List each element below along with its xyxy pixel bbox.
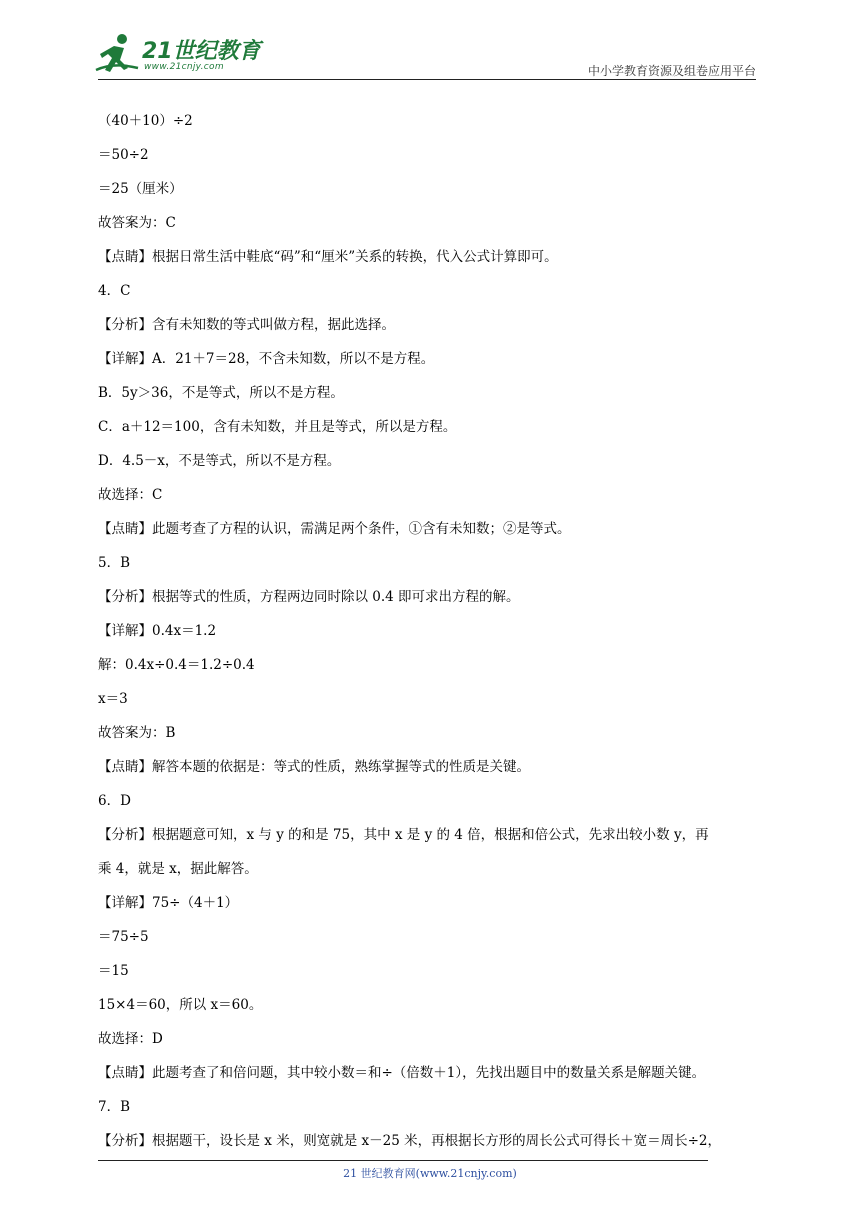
text-line: 【点睛】解答本题的依据是：等式的性质，熟练掌握等式的性质是关键。 [98,759,530,775]
question-answer: 7．B [98,1099,131,1115]
text-line: x＝3 [98,691,128,707]
text-line: 故答案为：B [98,725,176,741]
text-line: 【点睛】此题考查了方程的认识，需满足两个条件，①含有未知数；②是等式。 [98,521,571,537]
text-line: 【详解】75÷（4＋1） [98,895,239,911]
text-line: 【点睛】根据日常生活中鞋底“码”和“厘米”关系的转换，代入公式计算即可。 [98,249,558,265]
platform-name: 中小学教育资源及组卷应用平台 [587,64,756,78]
text-line: 【详解】A．21＋7＝28，不含未知数，所以不是方程。 [98,351,435,367]
question-answer: 5．B [98,555,131,571]
text-line: 解：0.4x÷0.4＝1.2÷0.4 [98,657,255,673]
text-line: D．4.5－x，不是等式，所以不是方程。 [98,453,341,469]
logo-url: www.21cnjy.com [144,62,224,72]
text-line: 【分析】根据题干，设长是 x 米，则宽就是 x－25 米，再根据长方形的周长公式可得长＋宽＝周长÷2， [98,1133,721,1149]
text-line: 故答案为：C [98,215,176,231]
footer-text: 21 世纪教育网(www.21cnjy.com) [343,1167,517,1180]
text-line: ＝25（厘米） [98,181,183,197]
text-line: C．a＋12＝100，含有未知数，并且是等式，所以是方程。 [98,419,457,435]
text-line: 【点睛】此题考查了和倍问题，其中较小数＝和÷（倍数＋1），先找出题目中的数量关系是解题关键。 [98,1065,706,1081]
text-line: （40＋10）÷2 [98,113,193,129]
text-line: 【分析】根据题意可知，x 与 y 的和是 75，其中 x 是 y 的 4 倍，根据和倍公式，先求出较小数 y，再 [98,827,709,843]
logo-title: 21世纪教育 [142,39,261,64]
text-line: 【分析】根据等式的性质，方程两边同时除以 0.4 即可求出方程的解。 [98,589,520,605]
text-line: ＝50÷2 [98,147,149,163]
footer-divider [98,1160,708,1161]
text-line: 乘 4，就是 x，据此解答。 [98,861,258,877]
text-line: 【分析】含有未知数的等式叫做方程，据此选择。 [98,317,395,333]
question-answer: 6．D [98,793,131,809]
text-line: 故选择：C [98,487,163,503]
text-line: B．5y＞36，不是等式，所以不是方程。 [98,385,344,401]
text-line: 15×4＝60，所以 x＝60。 [98,997,263,1013]
text-line: ＝75÷5 [98,929,149,945]
site-logo [94,30,264,80]
text-line: 【详解】0.4x＝1.2 [98,623,217,639]
text-line: 故选择：D [98,1031,163,1047]
text-line: ＝15 [98,963,129,979]
question-answer: 4．C [98,283,131,299]
page-header [0,0,860,80]
answer-content [98,104,764,1158]
header-divider [98,79,756,80]
runner-logo-icon [94,32,140,78]
